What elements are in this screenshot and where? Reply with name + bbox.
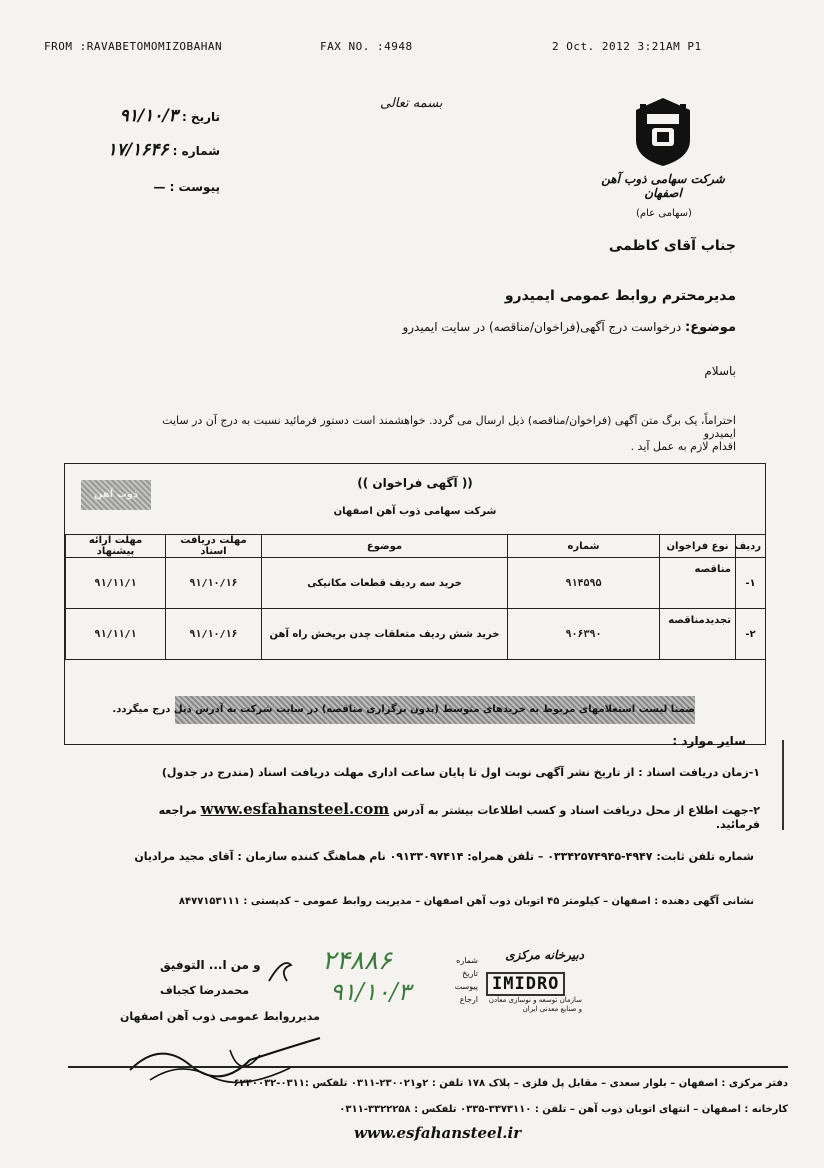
col-number: شماره <box>508 535 660 558</box>
body-line-1: احتراماً، یک برگ متن آگهی (فراخوان/مناقصه) ذیل ارسال می گردد. خواهشمند است دستور فرمائید نسبت به درج آن در سایت ایمیدرو <box>162 414 736 440</box>
flourish-icon <box>265 955 295 985</box>
notice-table <box>65 534 766 660</box>
date-label: تاریخ : <box>181 110 220 124</box>
recipient-title: مدیرمحترم روابط عمومی ایمیدرو <box>504 288 736 304</box>
notice-banner: ضمنا لیست استعلامهای مربوط به خریدهای متوسط (بدون برگزاری مناقصه) در سایت شرکت به آدرس ذیل درج میگردد. <box>175 696 695 724</box>
registry-number: ۲۴۸۸۶ <box>322 946 392 976</box>
stamp-label-number: شماره <box>456 956 478 965</box>
subject-line <box>402 320 736 335</box>
footer-factory: کارخانه : اصفهان – انتهای اتوبان ذوب آهن – تلفن : ۳۳۷۳۱۱۰-۰۳۳۵ تلفکس : ۳۳۲۲۲۵۸-۰۳۱۱ <box>339 1104 788 1115</box>
registry-stamp <box>430 948 590 1024</box>
notice-seal <box>81 480 151 510</box>
cell-row: ۱- <box>736 558 766 609</box>
stamp-label-date: تاریخ <box>462 969 478 978</box>
cell-subject: خرید سه ردیف قطعات مکانیکی <box>262 558 508 609</box>
cell-number: ۹۱۴۵۹۵ <box>508 558 660 609</box>
fax-datetime: 2 Oct. 2012 3:21AM P1 <box>552 40 702 53</box>
stamp-org: سازمان توسعه و نوسازی معادن و صنایع معدنی ایران <box>488 996 582 1013</box>
signatory-name: محمدرضا کجباف <box>160 984 250 997</box>
registry-date: ۹۱/۱۰/۳ <box>330 978 411 1006</box>
footer-hq: دفتر مرکزی : اصفهان – بلوار سعدی – مقابل پل فلزی – پلاک ۱۷۸ تلفن : ۲و۲۳۰۰۲۱-۰۳۱۱ تلفکس :۰۳۱۱-۶۲۴۰۰۳۲ <box>233 1078 788 1089</box>
contact-line: شماره تلفن ثابت: ۴۹۴۷-۰۳۳۴۲۵۷۴۹۴۵ – تلفن همراه: ۰۹۱۳۳۰۹۷۴۱۴ نام هماهنگ کننده سازمان : آقای مجید مرادیان <box>134 850 754 863</box>
cell-offer-deadline: ۹۱/۱۱/۱ <box>66 609 166 660</box>
stamp-label-attach: پیوست <box>454 982 478 991</box>
website-link[interactable]: www.esfahansteel.com <box>200 800 390 818</box>
closing: و من ا... التوفیق <box>160 958 261 972</box>
col-row: ردیف <box>736 535 766 558</box>
cell-doc-deadline: ۹۱/۱۰/۱۶ <box>166 558 262 609</box>
subject-text: درخواست درج آگهی(فراخوان/مناقصه) در سایت ایمیدرو <box>402 320 682 334</box>
stamp-office: دبیرخانه مرکزی <box>505 948 584 962</box>
col-subject: موضوع <box>262 535 508 558</box>
cell-row: ۲- <box>736 609 766 660</box>
attachment-value: — <box>153 180 166 194</box>
body-line-2: اقدام لازم به عمل آید . <box>630 440 736 453</box>
fax-from: FROM :RAVABETOMOMIZOBAHAN <box>44 40 223 53</box>
invocation: بسمه تعالی <box>380 96 443 111</box>
address-line: نشانی آگهی دهنده : اصفهان – کیلومتر ۴۵ اتوبان ذوب آهن اصفهان – مدیریت روابط عمومی – کدپستی : ۸۴۷۷۱۵۳۱۱۱ <box>178 896 754 907</box>
company-logo-icon <box>630 96 696 168</box>
number-field <box>86 140 220 160</box>
notice-seal-text: ذوب آهن <box>93 489 139 500</box>
col-doc-deadline: مهلت دریافت اسناد <box>166 535 262 558</box>
col-offer-deadline: مهلت ارائه پیشنهاد <box>66 535 166 558</box>
other-item-1: ۱-زمان دریافت اسناد : از تاریخ نشر آگهی نوبت اول تا پایان ساعت اداری مهلت دریافت اسناد (مندرج در جدول) <box>161 766 760 779</box>
date-value: ۹۱/۱۰/۳ <box>119 106 178 126</box>
fax-number: FAX NO. :4948 <box>320 40 413 53</box>
margin-line <box>782 740 784 830</box>
signatory-title: مدیرروابط عمومی ذوب آهن اصفهان <box>120 1010 320 1023</box>
col-type: نوع فراخوان <box>660 535 736 558</box>
footer-website[interactable]: www.esfahansteel.ir <box>354 1124 522 1142</box>
company-type: (سهامی عام) <box>636 208 692 219</box>
number-label: شماره : <box>172 144 220 158</box>
table-row <box>66 609 766 660</box>
other-item-2-prefix: ۲-جهت اطلاع از محل دریافت اسناد و کسب اطلاعات بیشتر به آدرس <box>393 804 760 817</box>
table-header-row <box>66 535 766 558</box>
cell-offer-deadline: ۹۱/۱۱/۱ <box>66 558 166 609</box>
other-heading: سایر موارد : <box>672 734 746 748</box>
table-row <box>66 558 766 609</box>
recipient-salutation: جناب آقای کاظمی <box>608 238 736 254</box>
notice-title: (( آگهی فراخوان )) <box>357 476 473 490</box>
company-name: شرکت سهامی ذوب آهن اصفهان <box>601 172 725 200</box>
stamp-labels <box>455 954 478 1006</box>
cell-subject: خرید شش ردیف متعلقات چدن بریخش راه آهن <box>262 609 508 660</box>
stamp-label-refer: ارجاع <box>459 995 478 1004</box>
other-item-2 <box>120 800 760 831</box>
imidro-logo: IMIDRO <box>486 972 565 996</box>
attachment-field <box>112 180 220 194</box>
attachment-label: پیوست : <box>169 180 220 194</box>
greeting: باسلام <box>704 364 736 378</box>
other-item-2-suffix: مراجعه فرمائید. <box>158 804 760 831</box>
notice-company: شرکت سهامی ذوب آهن اصفهان <box>333 506 497 517</box>
cell-number: ۹۰۶۳۹۰ <box>508 609 660 660</box>
cell-type: مناقصه <box>660 558 736 609</box>
number-value: ۱۷/۱۶۴۶ <box>107 140 169 160</box>
footer-divider <box>68 1066 788 1068</box>
subject-label: موضوع: <box>685 320 736 335</box>
date-field <box>92 106 220 126</box>
cell-type: تجدیدمناقصه <box>660 609 736 660</box>
notice-box <box>64 463 766 745</box>
cell-doc-deadline: ۹۱/۱۰/۱۶ <box>166 609 262 660</box>
